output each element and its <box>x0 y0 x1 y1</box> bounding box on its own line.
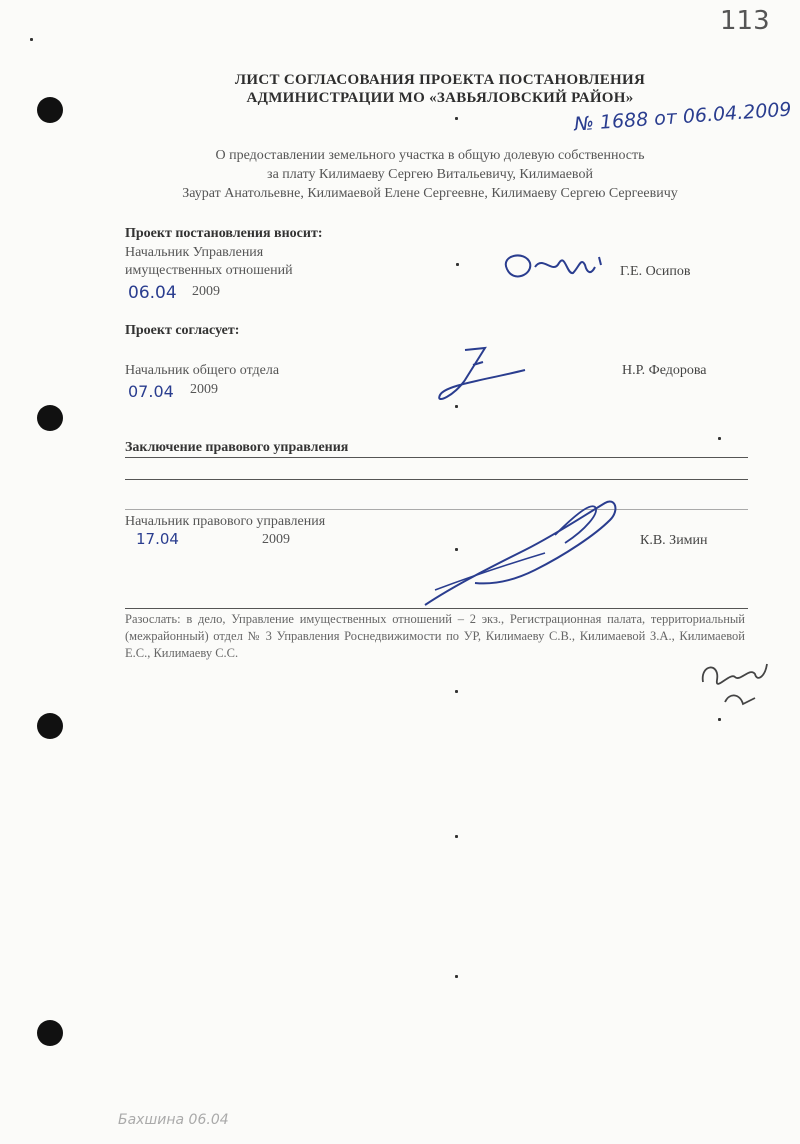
legal-underline-2 <box>125 479 748 480</box>
scan-speck <box>718 718 721 721</box>
footer-handwritten-note: Бахшина 06.04 <box>118 1112 229 1128</box>
legal-heading: Заключение правового управления <box>125 440 349 455</box>
visa-signature <box>695 652 775 712</box>
legal-signature <box>415 495 655 615</box>
scan-speck <box>455 975 458 978</box>
document-title-line2: АДМИНИСТРАЦИИ МО «ЗАВЬЯЛОВСКИЙ РАЙОН» <box>246 90 634 106</box>
scan-speck <box>455 117 458 120</box>
scan-speck <box>30 38 33 41</box>
approver-position: Начальник общего отдела <box>125 363 280 378</box>
approver-signature <box>425 340 535 410</box>
subject-line1: О предоставлении земельного участка в общую долевую собственность <box>215 148 645 163</box>
document-title-line1: ЛИСТ СОГЛАСОВАНИЯ ПРОЕКТА ПОСТАНОВЛЕНИЯ <box>234 72 646 88</box>
submitter-position-line2: имущественных отношений <box>125 263 293 278</box>
submitter-year: 2009 <box>192 284 220 299</box>
binder-hole-4 <box>37 1020 63 1046</box>
subject-line2: за плату Килимаеву Сергею Витальевичу, Килимаевой <box>267 167 593 182</box>
legal-year: 2009 <box>262 532 290 547</box>
binder-hole-3 <box>37 713 63 739</box>
legal-date-handwritten: 17.04 <box>136 530 179 548</box>
distribution-rule <box>125 608 748 609</box>
page-number-handwritten: 113 <box>720 6 770 36</box>
approver-name: Н.Р. Федорова <box>622 363 707 378</box>
registration-number-handwritten: № 1688 от 06.04.2009 <box>573 98 793 136</box>
scan-speck <box>718 437 721 440</box>
legal-position: Начальник правового управления <box>125 514 326 529</box>
submitter-signature <box>495 245 615 295</box>
submitter-date-handwritten: 06.04 <box>128 283 177 303</box>
approver-heading: Проект согласует: <box>125 323 240 338</box>
submitter-name: Г.Е. Осипов <box>620 264 691 279</box>
scan-speck <box>455 835 458 838</box>
legal-underline-1 <box>125 457 748 458</box>
legal-name: К.В. Зимин <box>640 533 708 548</box>
distribution-list: Разослать: в дело, Управление имущественных отношений – 2 экз., Регистрационная палата, территориальный (межрайонный) отдел № 3 Управления Роснедвижимости по УР, Килимаеву С.В., Килимаевой З.А., Килимаевой Е.С., Килимаеву С.С. <box>125 612 745 660</box>
scan-speck <box>456 263 459 266</box>
binder-hole-1 <box>37 97 63 123</box>
scan-speck <box>455 690 458 693</box>
submitter-position-line1: Начальник Управления <box>125 245 264 260</box>
binder-hole-2 <box>37 405 63 431</box>
submitter-heading: Проект постановления вносит: <box>125 226 323 241</box>
approver-year: 2009 <box>190 382 218 397</box>
approver-date-handwritten: 07.04 <box>128 382 174 401</box>
subject-line3: Заурат Анатольевне, Килимаевой Елене Сергеевне, Килимаеву Сергею Сергеевичу <box>182 186 678 201</box>
